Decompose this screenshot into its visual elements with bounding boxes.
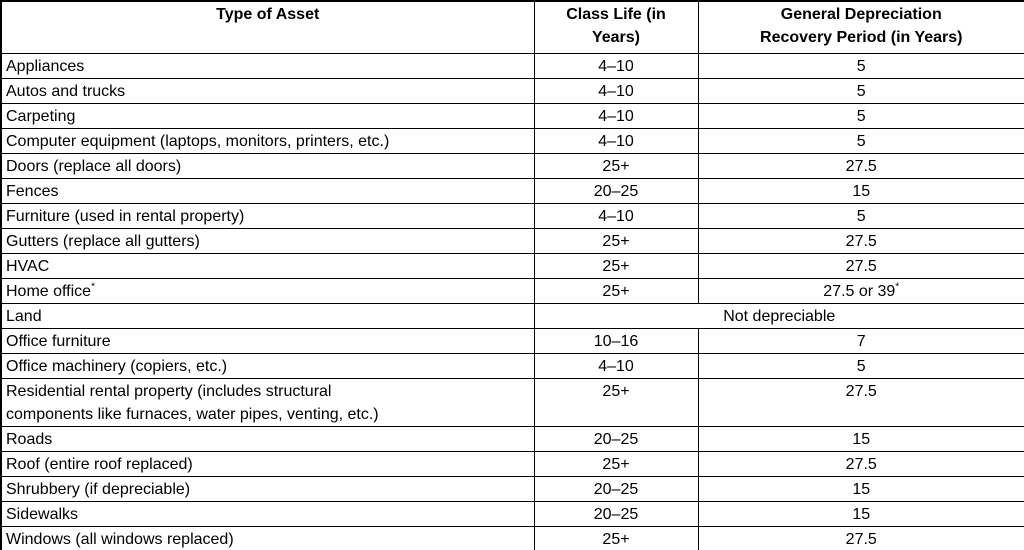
recovery-cell: 5 xyxy=(698,78,1024,103)
class-life-cell: 4–10 xyxy=(534,353,698,378)
asset-line: components like furnaces, water pipes, venting, etc.) xyxy=(6,405,379,423)
header-line: Class Life (in xyxy=(566,6,666,23)
column-header-recovery-period xyxy=(698,1,1024,53)
recovery-cell: 27.5 xyxy=(698,153,1024,178)
table-row xyxy=(1,228,1024,253)
column-header-type-of-asset xyxy=(1,1,534,53)
header-line: Years) xyxy=(591,29,641,46)
asset-cell: Carpeting xyxy=(1,103,534,128)
class-life-cell: 4–10 xyxy=(534,53,698,78)
table-row xyxy=(1,426,1024,451)
table-row xyxy=(1,378,1024,426)
asset-cell: Sidewalks xyxy=(1,501,534,526)
recovery-cell: 5 xyxy=(698,53,1024,78)
recovery-cell: 15 xyxy=(698,501,1024,526)
class-life-cell: 25+ xyxy=(534,378,698,426)
asset-cell: Autos and trucks xyxy=(1,78,534,103)
table-row xyxy=(1,103,1024,128)
table-row xyxy=(1,178,1024,203)
recovery-cell: 27.5 xyxy=(698,451,1024,476)
class-life-cell: 4–10 xyxy=(534,103,698,128)
footnote-asterisk: * xyxy=(895,281,900,293)
table-row xyxy=(1,253,1024,278)
header-line: General Depreciation xyxy=(780,6,942,23)
recovery-label: 27.5 or 39 xyxy=(823,282,896,300)
asset-cell: Office machinery (copiers, etc.) xyxy=(1,353,534,378)
class-life-cell: 4–10 xyxy=(534,78,698,103)
class-life-cell: 25+ xyxy=(534,253,698,278)
asset-cell: Gutters (replace all gutters) xyxy=(1,228,534,253)
recovery-cell: 5 xyxy=(698,203,1024,228)
table-row xyxy=(1,476,1024,501)
class-life-cell: 25+ xyxy=(534,228,698,253)
recovery-cell: 5 xyxy=(698,353,1024,378)
not-depreciable-cell: Not depreciable xyxy=(534,303,1024,328)
asset-cell: Roads xyxy=(1,426,534,451)
class-life-cell: 25+ xyxy=(534,278,698,303)
header-line: Recovery Period (in Years) xyxy=(760,29,963,46)
footnote-asterisk: * xyxy=(91,281,95,293)
recovery-cell: 7 xyxy=(698,328,1024,353)
asset-cell: Fences xyxy=(1,178,534,203)
recovery-cell: 27.5 xyxy=(698,378,1024,426)
class-life-cell: 10–16 xyxy=(534,328,698,353)
class-life-cell: 25+ xyxy=(534,526,698,550)
asset-cell: Land xyxy=(1,303,534,328)
table-row xyxy=(1,451,1024,476)
table-row xyxy=(1,78,1024,103)
column-header-class-life xyxy=(534,1,698,53)
table-row xyxy=(1,203,1024,228)
asset-cell: Roof (entire roof replaced) xyxy=(1,451,534,476)
recovery-cell: 5 xyxy=(698,103,1024,128)
asset-cell xyxy=(1,278,534,303)
asset-cell: Shrubbery (if depreciable) xyxy=(1,476,534,501)
asset-cell: Computer equipment (laptops, monitors, printers, etc.) xyxy=(1,128,534,153)
asset-line: Residential rental property (includes structural xyxy=(6,382,332,400)
table-row xyxy=(1,303,1024,328)
table-row xyxy=(1,128,1024,153)
class-life-cell: 20–25 xyxy=(534,426,698,451)
asset-label: Home office xyxy=(6,282,92,300)
class-life-cell: 20–25 xyxy=(534,476,698,501)
recovery-cell: 27.5 xyxy=(698,228,1024,253)
asset-cell: Appliances xyxy=(1,53,534,78)
asset-cell: Furniture (used in rental property) xyxy=(1,203,534,228)
recovery-cell: 15 xyxy=(698,426,1024,451)
table-row xyxy=(1,53,1024,78)
recovery-cell: 27.5 xyxy=(698,526,1024,550)
recovery-cell: 5 xyxy=(698,128,1024,153)
asset-cell: Doors (replace all doors) xyxy=(1,153,534,178)
recovery-cell: 15 xyxy=(698,178,1024,203)
class-life-cell: 4–10 xyxy=(534,128,698,153)
header-line: Type of Asset xyxy=(216,6,320,23)
table-row xyxy=(1,353,1024,378)
recovery-cell: 27.5 xyxy=(698,253,1024,278)
table-row xyxy=(1,501,1024,526)
asset-cell: Windows (all windows replaced) xyxy=(1,526,534,550)
table-row xyxy=(1,278,1024,303)
asset-cell xyxy=(1,378,534,426)
asset-cell: Office furniture xyxy=(1,328,534,353)
class-life-cell: 25+ xyxy=(534,451,698,476)
table-row xyxy=(1,153,1024,178)
class-life-cell: 4–10 xyxy=(534,203,698,228)
recovery-cell: 15 xyxy=(698,476,1024,501)
asset-cell: HVAC xyxy=(1,253,534,278)
class-life-cell: 20–25 xyxy=(534,178,698,203)
table-row xyxy=(1,526,1024,550)
recovery-cell xyxy=(698,278,1024,303)
class-life-cell: 20–25 xyxy=(534,501,698,526)
table-row xyxy=(1,328,1024,353)
class-life-cell: 25+ xyxy=(534,153,698,178)
header-row xyxy=(1,1,1024,53)
